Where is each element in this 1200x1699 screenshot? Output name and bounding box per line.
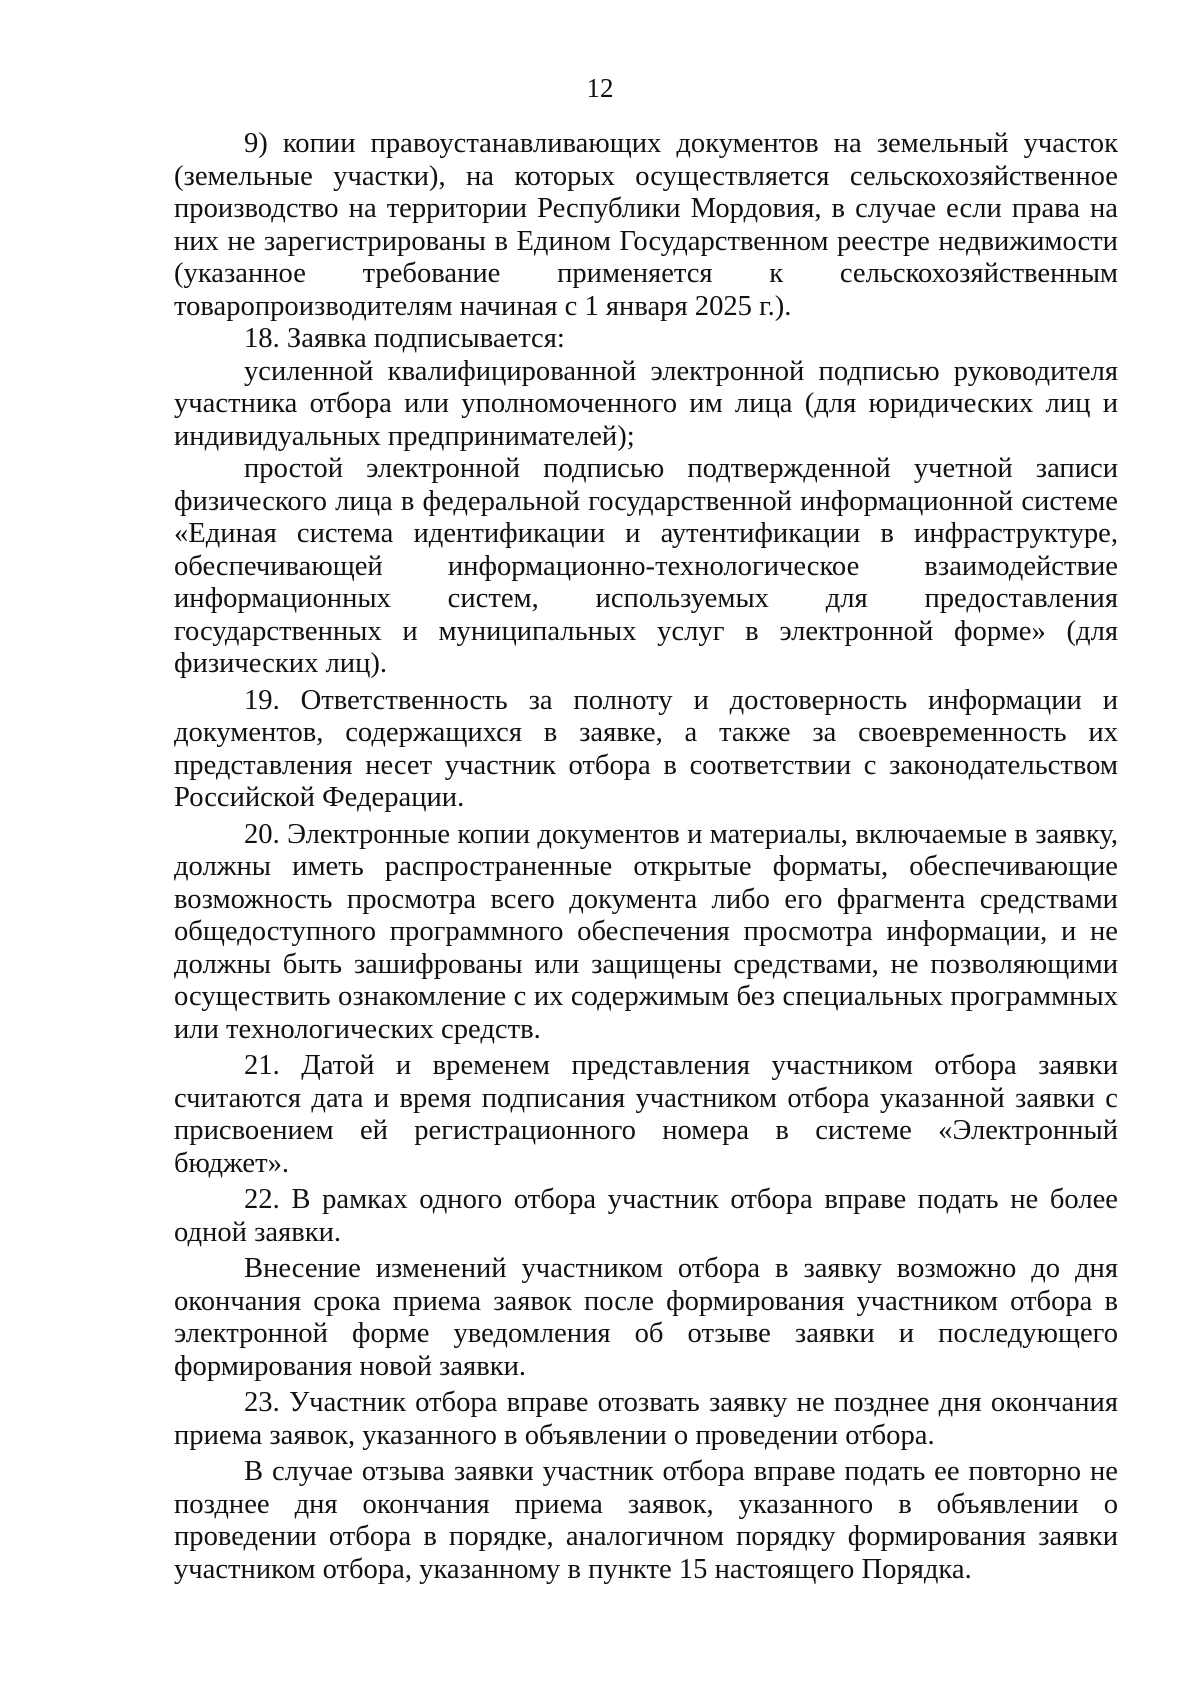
paragraph-item-9: 9) копии правоустанавливающих документов на земельный участок (земельные участки), на которых осуществляется сельскохозяйственное производство на территории Республики Мордовия, в случае если права на них не зарегистрированы в Едином Государственном реестре недвижимости (указанное требование применяется к сельскохозяйственным товаропроизводителям начиная с 1 января 2025 г.). — [174, 128, 1118, 322]
paragraph-resubmission: В случае отзыва заявки участник отбора вправе подать ее повторно не позднее дня окончания приема заявок, указанного в объявлении о проведении отбора в порядке, аналогичном порядку формирования заявки участником отбора, указанному в пункте 15 настоящего Порядка. — [174, 1456, 1118, 1585]
paragraph-signature-simple: простой электронной подписью подтвержденной учетной записи физического лица в федеральной государственной информационной системе «Единая система идентификации и аутентификации в инфраструктуре, обеспечивающей информационно-технологическое взаимодействие информационных систем, используемых для предоставления государственных и муниципальных услуг в электронной форме» (для физических лиц). — [174, 453, 1118, 679]
paragraph-clause-19: 19. Ответственность за полноту и достоверность информации и документов, содержащихся в заявке, а также за своевременность их представления несет участник отбора в соответствии с законодательством Российской Федерации. — [174, 684, 1118, 813]
paragraph-clause-20: 20. Электронные копии документов и материалы, включаемые в заявку, должны иметь распространенные открытые форматы, обеспечивающие возможность просмотра всего документа либо его фрагмента средствами общедоступного программного обеспечения просмотра информации, и не должны быть зашифрованы или защищены средствами, не позволяющими осуществить ознакомление с их содержимым без специальных программных или технологических средств. — [174, 818, 1118, 1045]
document-body — [174, 128, 1118, 1586]
paragraph-clause-21: 21. Датой и временем представления участником отбора заявки считаются дата и время подписания участником отбора указанной заявки с присвоением ей регистрационного номера в системе «Электронный бюджет». — [174, 1050, 1118, 1179]
paragraph-signature-qualified: усиленной квалифицированной электронной подписью руководителя участника отбора или уполномоченного им лица (для юридических лиц и индивидуальных предпринимателей); — [174, 355, 1118, 452]
paragraph-clause-22: 22. В рамках одного отбора участник отбора вправе подать не более одной заявки. — [174, 1184, 1118, 1248]
page-number: 12 — [586, 73, 614, 103]
paragraph-clause-23: 23. Участник отбора вправе отозвать заявку не позднее дня окончания приема заявок, указанного в объявлении о проведении отбора. — [174, 1387, 1118, 1451]
paragraph-clause-18: 18. Заявка подписывается: — [244, 323, 565, 354]
paragraph-changes: Внесение изменений участником отбора в заявку возможно до дня окончания срока приема заявок после формирования участником отбора в электронной форме уведомления об отзыве заявки и последующего формирования новой заявки. — [174, 1253, 1118, 1382]
